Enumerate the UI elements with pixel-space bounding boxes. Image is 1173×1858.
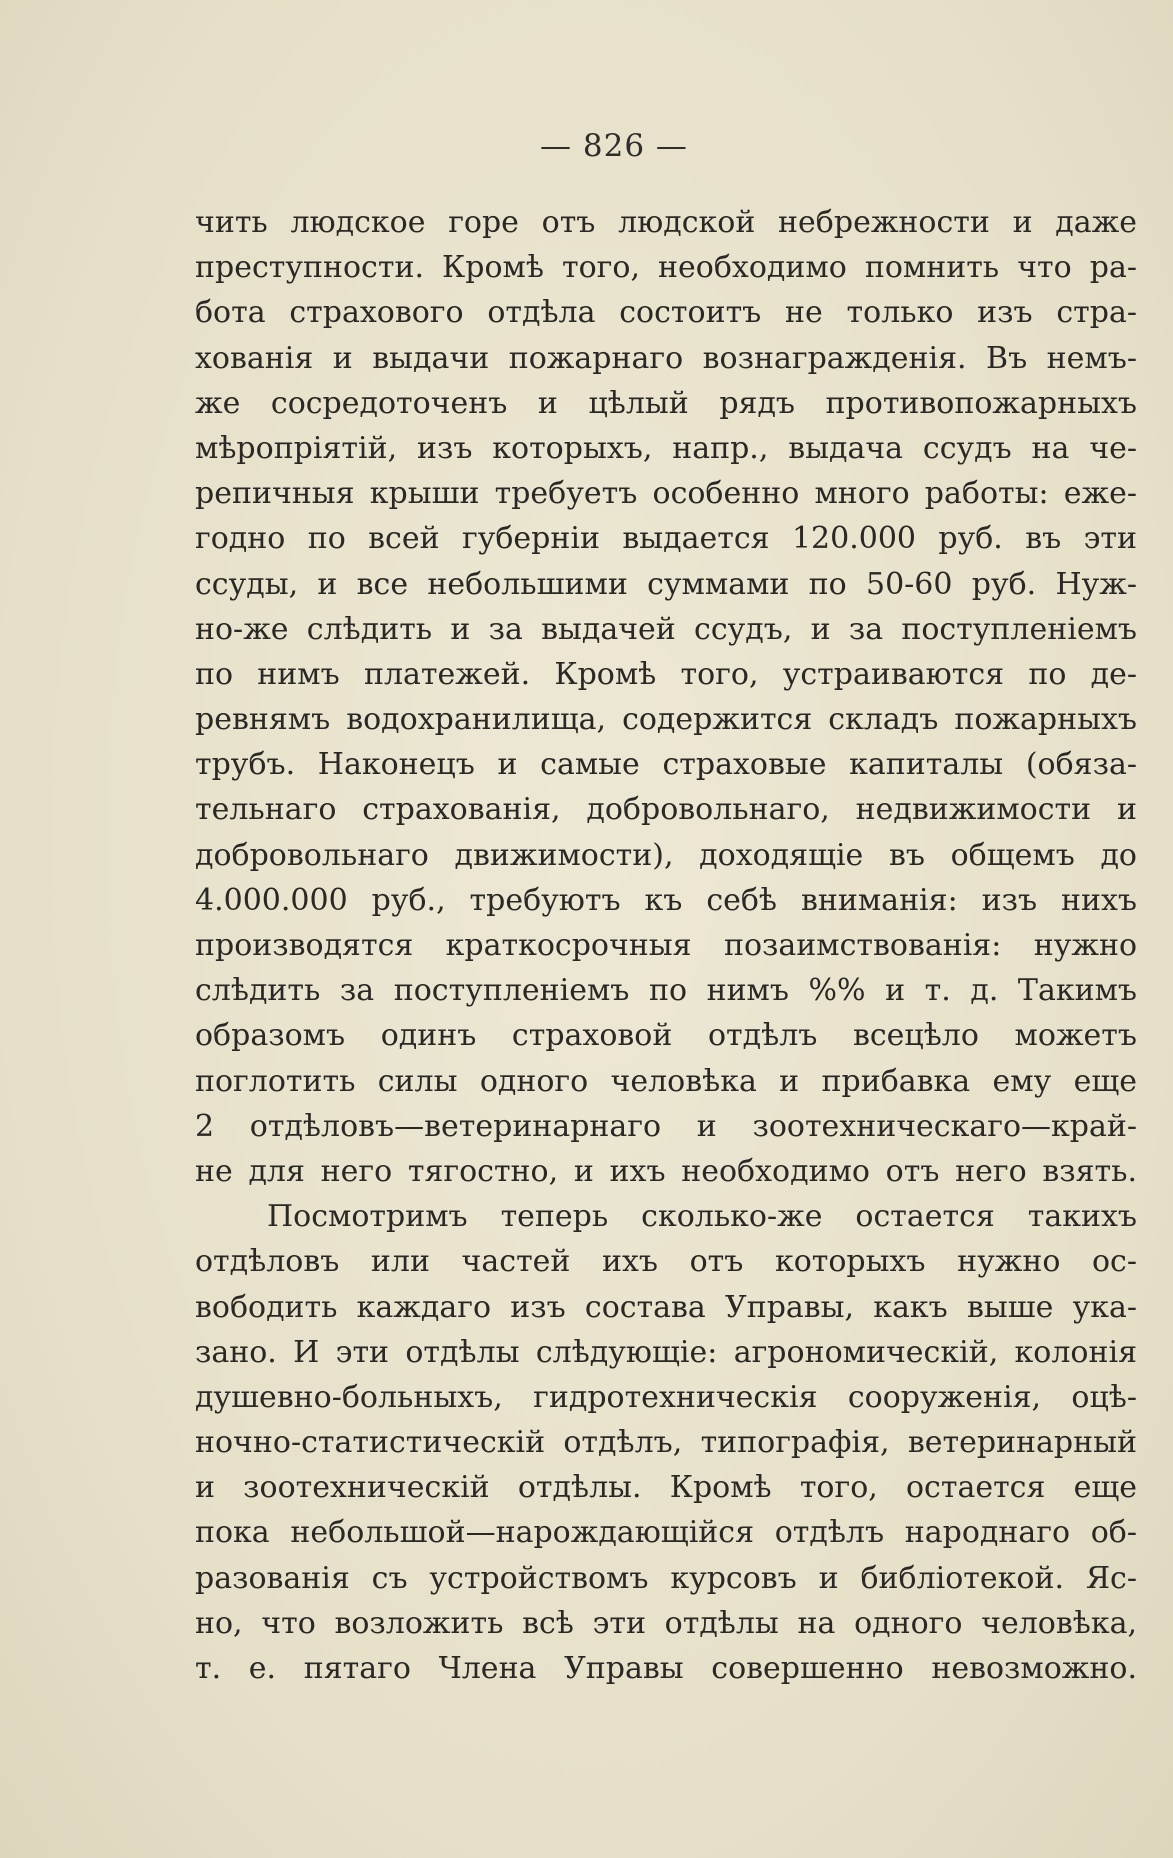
text-line: репичныя крыши требуетъ особенно много работы: еже- [195,476,1137,512]
text-line: отдѣловъ или частей ихъ отъ которыхъ нужно ос- [195,1244,1137,1280]
text-line: пока небольшой—нарождающійся отдѣлъ народнаго об- [195,1515,1137,1551]
text-line: же сосредоточенъ и цѣлый рядъ противопожарныхъ [195,385,1137,421]
text-line: бота страхового отдѣла состоитъ не только изъ стра- [195,295,1137,331]
text-line: мѣропріятій, изъ которыхъ, напр., выдача ссудъ на че- [195,430,1137,466]
text-line: 2 отдѣловъ—ветеринарнаго и зоотехническаго—край- [195,1108,1137,1144]
text-line: Посмотримъ теперь сколько-же остается такихъ [267,1199,1137,1235]
text-line: не для него тягостно, и ихъ необходимо отъ него взять. [195,1153,1137,1189]
text-line: производятся краткосрочныя позаимствованія: нужно [195,928,1137,963]
text-line: чить людское горе отъ людской небрежности и даже [195,205,1137,240]
text-line: т. е. пятаго Члена Управы совершенно невозможно. [195,1651,1137,1686]
text-line: и зоотехническій отдѣлы. Кромѣ того, остается еще [195,1470,1137,1506]
text-line: разованія съ устройствомъ курсовъ и библіотекой. Яс- [195,1560,1137,1596]
text-line: преступности. Кромѣ того, необходимо помнить что ра- [195,250,1137,286]
page-number: — 826 — [540,128,688,164]
text-line: тельнаго страхованія, добровольнаго, недвижимости и [195,792,1137,828]
text-line: ссуды, и все небольшими суммами по 50-60 руб. Нуж- [195,566,1137,602]
text-line: добровольнаго движимости), доходящіе въ общемъ до [195,837,1137,873]
text-line: ревнямъ водохранилища, содержится складъ пожарныхъ [195,702,1137,738]
text-line: слѣдить за поступленіемъ по нимъ %% и т. д. Такимъ [195,973,1137,1009]
text-line: вободить каждаго изъ состава Управы, какъ выше ука- [195,1289,1137,1325]
text-line: годно по всей губерніи выдается 120.000 руб. въ эти [195,521,1137,557]
text-line: ночно-статистическій отдѣлъ, типографія, ветеринарный [195,1425,1137,1461]
text-line: но-же слѣдить и за выдачей ссудъ, и за поступленіемъ [195,611,1137,647]
body-text [195,200,1137,1691]
text-line: но, что возложить всѣ эти отдѣлы на одного человѣка, [195,1605,1137,1641]
text-line: трубъ. Наконецъ и самые страховые капиталы (обяза- [195,747,1137,783]
text-line: зано. И эти отдѣлы слѣдующіе: агрономическій, колонія [195,1334,1137,1370]
text-line: хованія и выдачи пожарнаго вознагражденія. Въ немъ- [195,340,1137,376]
text-line: образомъ одинъ страховой отдѣлъ всецѣло можетъ [195,1018,1137,1054]
text-line: по нимъ платежей. Кромѣ того, устраиваются по де- [195,656,1137,692]
text-line: поглотить силы одного человѣка и прибавка ему еще [195,1063,1137,1099]
text-line: 4.000.000 руб., требуютъ къ себѣ вниманія: изъ нихъ [195,882,1137,918]
text-line: душевно-больныхъ, гидротехническія сооруженія, оцѣ- [195,1379,1137,1415]
